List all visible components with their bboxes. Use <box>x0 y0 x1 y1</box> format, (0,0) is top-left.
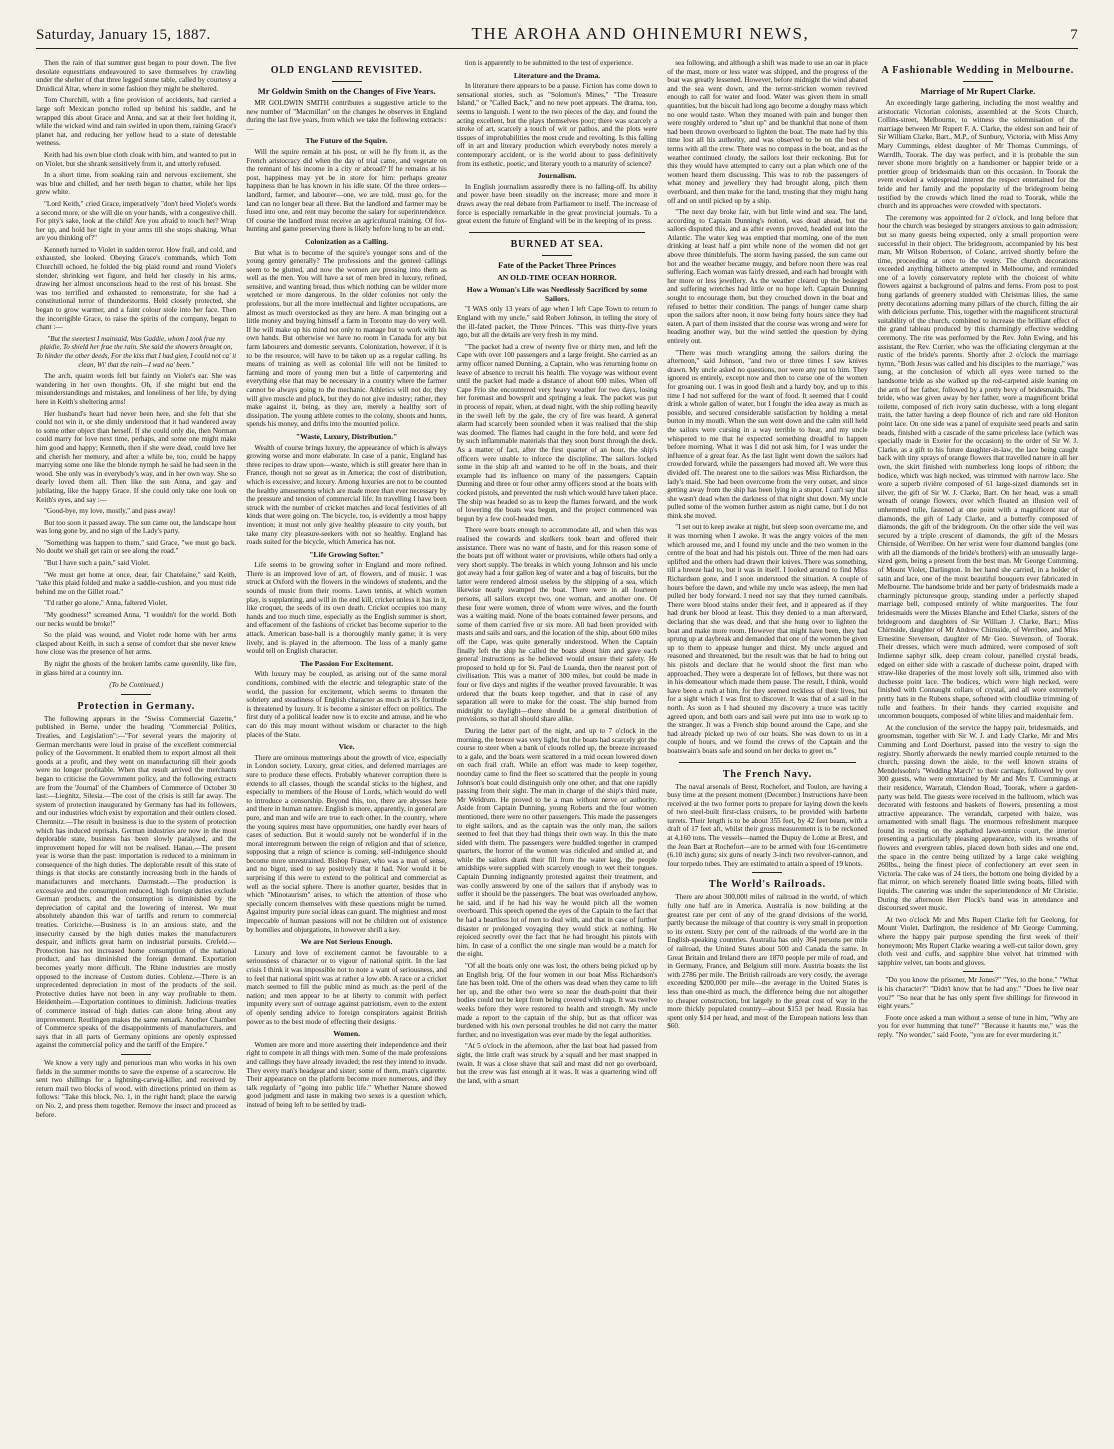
section-heading: "Life Growing Softer." <box>309 549 385 559</box>
column-3 <box>457 59 657 1441</box>
article-paragraph: "Of all the boats only one was lost, the others being picked up by an English brig. Of the four women in our boat Miss Richardson's fate has been told. One of the others was dead when they came to lift her up, and the other two were so near the death-point that their bodies could not be kept from being covered with rags. It was twelve weeks before they were restored to health and strength. My uncle made a report to the captain of the ship, but as that officer was burdened with his own personal troubles he did not carry the matter further, and no investigation was ever made by the legal authorities. <box>456 962 658 1039</box>
column-2 <box>246 59 446 1441</box>
article-paragraph: Luxury and love of excitement cannot be favourable to a seriousness of character or to vigour of national spirit. In the last crisis I think it was impossible not to note a want of seriousness, and to feel that national spirit was at rather a low ebb. A race or a cricket match seemed to fill the public mind as much as the peril of the nation; and men appear to be at liberty to commit with perfect impunity every sort of outrage against patriotism, even to the extent of openly sending advice to foreign conspirators against British power as to the best mode of effecting their designs. <box>246 948 447 1026</box>
article-paragraph: The following appears in the "Swiss Commercial Gazette," published in Berne, under the heading "Commercial Politics, Treaties, and Legislation":—"For several years the majority of German merchants were loud in praise of the excellent commercial policy of the Government. It enabled them to export almost all their goods at a profit, and they went on manufacturing till their goods were no longer profitable. When that result arrived the merchants began to criticise the Government policy, and the following extracts are from the 'Journal' of the Chambers of Commerce of October 30 last:—Liegnitz, Silesia.—The cost of the crisis is still far away. The system of protection inaugurated by Germany has had its followers, and our industries which exist by exportation and their outlets closed. Chemnitz.—The result in business is due to the system of protection which has induced reprisals. German industries are now in the most deplorable state, business has been slowly paralysed, and the improvement hoped for will not be realised. Hanau.—The present year is worse than the past: importation is reduced to a minimum in consequence of the high duties. The deplorable result of this state of things is that stocks are constantly increasing both in the hands of manufacturers and merchants. Darmstadt.—The production is excessive and the consumption reduced, high foreign duties exclude German products, and the consumption is diminished by the depreciation of capital and the lowering of interest. We must absolutely abandon this war of tariffs and return to commercial treaties. Coriciche.—Business is in an anxious state, and the insecurity caused by the high duties makes the manufacturers despair, and inflicts great harm on industrial pursuits. Crefeld.—Protection has not increased home consumption of the national product, and has diminished the foreign demand. Exportation becomes yearly more difficult. The Rhine industries are mostly opposed to the increase of Custom duties. Coblenz.—There is an unprecedented depreciation in most of the products of the soil. Protective duties have not been in any way profitable to them. Heidenheim.—Exportation continues to diminish. Judicious treaties of commerce instead of high duties can alone bring about any improvement. Reutlingen makes the same remark. Another Chamber of Commerce speaks of the disappointments of manufacturers, and says that in all parts of Germany opinions are openly expressed against the commercial policy and the tariff of the Empire." <box>36 714 237 1050</box>
article-paragraph: "The packet had a crew of twenty five or thirty men, and left the Cape with over 100 passengers and a large freight. She carried as an army officer named Dunning, a Captain, who was returning home on leave of absence to recruit his health. The voyage was without event until the packet had made a distance of about 600 miles. When off Cape Frio she encountered very heavy weather for two days, losing her foremast and bowsprit and springing a leak. The packet was put in process of repair, when, at dead night, with the ship rolling heavily in the swell left by the gale, the cry of fire was heard. A general alarm had scarcely been sounded when it was realised that the ship was doomed. The flames had caught in the fore hold, and were fed by such inflammable materials that they soon burst through the deck. As a matter of fact, after the first quarter of an hour, the ship's officers were unable to inforce the discipline. The sailors locked some in the ship aft and wanted to be off in the boats, and their example had its influence on many of the passengers. Captain Dunning and three or four other army officers stood at the boats with cocked pistols, and prevented the rush which would have taken place. The ship was headed so as to keep the flames forward, and the work of lowering the boats was begun, and the project commenced was begun by a few cool-headed men. <box>456 342 658 523</box>
divider <box>963 971 993 972</box>
masthead <box>36 24 1078 49</box>
article-paragraph: Will the squire remain at his post, or will he fly from it, as the French aristocracy did when the day of trial came, and vegetate on the remnant of his income in a city or abroad? If he remains at his post, happiness may yet be in store for him: perhaps greater happiness than he has known in his idle state. Of the three orders—landlord, farmer, and labourer—one, we are told, must go, for the land can no longer bear all three. But the landlord and farmer may be fused into one, and rent may become the salary for superintendence. Of course the landlord must receive an agricultural training. Of fox-hunting and game preserving there is likely before long to be an end. <box>246 147 447 234</box>
section-heading: Literature and the Drama. <box>513 70 601 80</box>
divider <box>332 81 362 82</box>
story-paragraph: But too soon it passed away. The sun came out, the landscape hour was long gone by, and no sign of the Lady's party. <box>36 518 237 536</box>
divider <box>469 232 645 233</box>
article-paragraph: "The next day broke fair, with but little wind and sea. The land, according to Captain Dunning's notion, was dead ahead, but the sailors disputed this, and as after events proved, headed out into the Atlantic. The water keg was emptied that morning, one of the men drinking at least half a pint while none of the women did not get above three thimblefuls. The storm having passed, the sun came out hot and the weather became muggy, and before noon there was real suffering. Each woman was fairly dressed, and each had brought with her more or less jewellery. As the weather cleared up the besieged and suffering wretches had little or no hope left. Captain Dunning sought to encourage them, but they crouched down in the boat and refused to better their condition. The pangs of hunger came sharp upon the sailors after noon, it now being forty hours since they had eaten. A part of them insisted that the course was wrong and were for heading another way, but the wind settled the question by dying entirely out. <box>667 208 868 345</box>
masthead-date: Saturday, January 15, 1887. <box>36 27 211 43</box>
story-paragraph: "Lord Keith," cried Grace, imperatively "don't heed Violet's words a second more, or she will die on your hands, with a congestive chill. For pity's sake, look at the child! Are you afraid to touch her? Wrap her up, and hold her tight in your arms till she stops shaking. What are you thinking of?" <box>36 199 237 243</box>
section-heading: The Future of the Squire. <box>305 136 388 146</box>
story-paragraph: Her husband's heart had never been here, and she felt that she could not win it, or she dimly understood that it had wandered away to some other object than herself. If she could only die, then Norman could marry for love next time, perhaps, and some one might make him good and happy; Kenneth, then if she were dead, could love her and cherish her memory, and after a while be, too, could be happy marrying some one like the blonde nymph he said he had seen in the wood. She only was in everybody's way, and in her own way. She so dearly loved them all. Then like the sun Anna, and gay and jubilating, like the happy Grace. If she could only take one look on Keith's eyes, and say :— <box>36 409 237 504</box>
section-heading: Vice. <box>338 742 355 752</box>
article-paragraph: Women are more and more asserting their independence and their right to compete in all things with men. Some of the male professions and callings they have already invaded; the rest they intend to invade. They every man's headgear and sister; some of them, man's cigarette. Their appearance on the platform become more numerous, and they talk regularly of "going into public life." Whether Nature showed good judgment and taste in making two sexes is a question which, instead of being left to be settled by tradi- <box>246 1040 447 1109</box>
section-heading: Colonization as a Calling. <box>305 236 389 246</box>
article-paragraph: In English journalism assuredly there is no falling-off. Its ability and power have been steadily on the increase; more and more it draws away the real debate from Parliament to itself. The increase of force is especially remarkable in the great provincial journals. To a great extent the future of England will be in the keeping of its press. <box>456 182 658 226</box>
article-paragraph: In literature there appears to be a pause. Fiction has come down to sensational stories, such as "Solomon's Mines," "The Treasure Island," or "Called Back," and no new poet appears. The drama, too, seems to languish. I went to the two pieces of the day, and found the acting excellent, but the plays themselves poor; there was scarcely a stroke of art, scarcely a touch of wit or pathos, and the plots were tissues of improbabilities the most crude and revolting. Is this falling off in art and literary production which everybody notes merely a contemporary accident, or is the world about to pass definitively from its esthetic, poetic, and literary youth to a maturity of science? <box>456 82 658 168</box>
column-4 <box>667 59 867 1441</box>
story-paragraph: "But I have such a pain," said Violet. <box>44 559 151 568</box>
page-number: 7 <box>1070 27 1078 43</box>
story-paragraph: "Something was happen to them," said Grace, "we must go back. No doubt we shall get rain or see along the road." <box>36 538 237 556</box>
headline-burned-at-sea: BURNED AT SEA. <box>510 238 604 250</box>
story-paragraph: "I'd rather go alone," Anna, faltered Violet. <box>44 599 168 608</box>
article-paragraph: We know a very ugly and penurious man who works in his own fields in the summer months to save the expense of a scarecrow. He sent two shillings for a lightning-carwig-killer, and received by return mail two blocks of wood, with directions printed on them as follows: "Take this block, No. 1, in the right hand; place the earwig on No. 2, and press them together. Remove the insect and proceed as before. <box>36 1058 237 1119</box>
section-heading: How a Woman's Life was Needlessly Sacrificed by some Sailors. <box>466 285 648 303</box>
article-paragraph: There are about 300,000 miles of railroad in the world, of which fully one half are in America. Australia is now building at the greatest rate per cent of any of the grand divisions of the world, partly because the mileage of that country is very small in proportion to its extent. Sixty per cent of the railroads of the world are in the English-speaking countries. Australia has only 364 persons per mile of railroad, the United States about 500 and Canada the same. In Great Britain and Ireland there are 1870 people per mile of road, and in Germany, France, and Belgium still more. Austria boasts the list with 2786 per mile. The British railroads are very costly, the average exceeding $200,000 per mile—the average in the United States is less than one-third as much, the difference being due not altogether to cheaper construction, but largely to the great cost of way in the more thickly populated country—about $153 per head. Russia has spent only $14 per head, and most of the European nations less than $60. <box>667 893 868 1031</box>
section-heading: We are Not Serious Enough. <box>300 937 393 947</box>
divider <box>542 255 572 256</box>
article-paragraph: "Do you know the prisoner, Mr Jones?" "Yes, to the bone." "What is his character?" "Didn't know that he had any." "Does he live near you?" "So near that he has only spent five shillings for firewood in eight years." <box>877 976 1079 1011</box>
article-paragraph: There are ominous mutterings about the growth of vice, especially in London society. Luxury, great cities, and deferred marriages are sure to produce these effects. Probably whatever corruption there is extends to all classes, though the scandal sticks to the highest, and especially to members of the House of Lords, which would do well to introduce a censorship. Beyond this, too, there are abysses here and there in human nature. English is more, apparently, in general are pure, and man and wife are true to each other. In the country, where the young squires must have opportunities, one hardly ever hears of cases of seduction. But it would surely not be wonderful if in the moral interregnum between the reign of religion and that of science, supposing that a reign of science is coming, self-indulgence should become more unrestrained. Bishop Fraser, who was a man of sense, and no bigot, used to say positively that it had. Nor would it be surprising if this were to extend to the political and commercial as well as the social sphere. There is another quarter, besides that in which "Minotaurism" arises, to which the attention of those who specially concern themselves with these questions might be turned. Against impurity pure social ideas can guard. The mightiest and most impeccable of human passions will not be children out of existence by homilies and objurgations, in however shrill a key. <box>246 753 447 934</box>
article-paragraph: There were boats enough to accommodate all, and when this was realised the cowards and skulkers took heart and offered their assistance. There was no want of haste, and for this reason some of the boats put off without water or provisions, while others had only a very short supply. The breaks in which young Johnson and his uncle got away had a four gallon keg of water and a bag of biscuits, but the latter were rendered almost useless by the shipping of a sea, which likewise nearly swamped the boat. There were in all fourteen persons, all sailors except two, one woman, and another one. Of these four were women, three of whom were wives, and the fourth was a waiting maid. None of the boats contained fewer persons, and some of them carried five or six more. All had been provided with masts and sails and oars, and the location of the ship, about 600 miles off the Cape, was quite generally understood. When the Captain finally left the ship he called the boats about him and gave each general instructions as he believed would ensure their safety. He proposed to hold up for St. Paul de Loanda, then the nearest port of civilisation. This was a matter of 300 miles, but could be made in four or five days and nights if the weather proved favourable. It was ordered that the boats keep together, and that in case of any separation all were to make for the coast. The ship burned from midnight to daylight—there should be a general distribution of provisions, so that all should share alike. <box>456 526 658 724</box>
article-paragraph: But what is to become of the squire's younger sons and of the young gentry generally? The professions and the genteel callings seem to be glutted, and now the women are pressing into them as well as the men. You will have a set of men bred in luxury, refined, sensitive, and wanting bread, thus which nothing can be wilder more wretched or more dangerous. In the older colonies not only the professions, but all the more intellectual and lighter occupations, are almost as much overstocked as they are here. A man bringing out a little money and buying himself a farm in Toronto may do very well. If he will make up his mind not only to manage but to work with his own hands. But otherwise we have no room in Canada for any but farm labourers and domestic servants. Colonization, however, if it is to be the resource, will have to be taken up as a regular calling. Its means of training as well as colonial life will not be limited to farming and more of young men but a little of carpentering and everything else that may be necessary in a country where the farmer cannot be always going to the mechanic. Athletics will not do; they will give muscle and pluck, but they do not give industry; rather, they make against it, being, as they are, merely a healthy sort of dissipation. The young athlete comes to the colony, shoots and hunts, spends his money, and drifts into the mounted police. <box>246 248 447 429</box>
article-paragraph: "I set out to keep awake at night, but sleep soon overcame me, and it was morning when I awoke. It was the angry voices of the men which aroused me, and I found my uncle and the two women in the centre of the boat and had his pistols out. Three of the men had oars uplifted and the others had drawn their knives. There was something, till a breeze had to, but it was in itself. I looked around to find Miss Richardson gone, and I soon understood the situation. A couple of hours before the dawn, and while my uncle was asleep, the men had pulled her body forward. I need not say that they turned cannibals. There were blood stains under their feet, and it appeared as if they had drunk her blood at least. This they denied to a man afterward, declaring that she was dead, and that she hung over to lighten the boat and make more room. However that might have been, they had sprung up at daybreak and demanded that one of the women be given up to them to appease hunger and thirst. My uncle argued and reasoned and threatened, but the result was that he had to bring out his pistols and declare that he would shoot the first man who approached. They were a desperate lot of fellows, but there was not in his demeanour which made them pause. The result, I think, would have been a rush at him, for they seemed reckless of their lives, but for a sight which I was first to discover. It was that of a sail in the north. As soon as I had shouted my discovery a truce was tacitly agreed upon, and both oars and sail were put into use to work up to the stranger. It was a French ship bound around the Cape, and she had already picked up two of our boats. She was down to us in a couple of hours, and we found the crews of the Captain and the boatswain's boats safe and sound on her decks to greet us." <box>667 523 868 755</box>
article-paragraph: At two o'clock Mr and Mrs Rupert Clarke left for Geelong, for Mount Violet, Darlington, the residence of Mr George Cumming, where the happy pair purpose spending the first week of their honeymoon; Mrs Rupert Clarke wearing a well-cut tailor down, grey cloth vest and cuffs, and sapphire blue velvet hat trimmed with sapphire velvet, tan boots and gloves. <box>877 915 1079 967</box>
masthead-title: THE AROHA AND OHINEMURI NEWS, <box>471 24 810 43</box>
column-5 <box>878 59 1078 1441</box>
divider <box>679 762 855 763</box>
article-paragraph: Wealth of course brings luxury, the appearance of which is always growing worse and more elaborate. In case of a panic, England has three recipes to draw upon—waste, which is still greater here than in France, though not so great as in America; the cost of distribution, which is excessive; and luxury. Among luxuries are not to be counted the healthy amusements which are made more than ever necessary by the pressure and tension of commercial life. In travelling I have been struck with the number of cricket matches and local festivities of all kinds that were going on. The bicycle, too, is evidently a most happy invention; it must not only give healthy pleasure to city youth, but take many city pleasure-seekers with not so healthy. England has roads suited for the bicycle, which America has not. <box>246 443 447 547</box>
story-paragraph: "Good-bye, my love, mostly," and pass away! <box>44 507 176 516</box>
article-paragraph: The naval arsenals of Brest, Rochefort, and Toulon, are having a busy time at the present moment (December.) Instructions have been received at the two former ports to prepare for laying down the keels of two steel-built first-class cruisers, to be provided with barbette turrets. Their length is to be about 355 feet, by 42 feet beam, with a draft of 17 feet aft, whilst their gross measurement is to be reckoned at 4,160 tons. The vessels—named the Dupuy de Lome at Brest, and the Jean Bart at Rochefort—are to be armed with four 16-centimetre (6.10 inch) guns; six guns of nearly 3-inch two revolver-cannon, and four torpedo tubes. They are estimated to attain a speed of 19 knots. <box>667 782 868 868</box>
article-paragraph: During the latter part of the night, and up to 7 o'clock in the morning, the breeze was very light, but the boats had scarcely got the course to steer when a bank of clouds rolled up, the breeze increased to a gale, and the boats were scattered in a mid ocean lowered down on each frail craft. While an effort was made to keep together, noonday came to find the fleet so scattered that the people in young Johnson's boat could distinguish only one other, and that one rapidly passing from their sight. The man in charge of the ship's third mate, Mr Weldrum. He proved to be a man without nerve or authority. Aside from Captain Dunning, young Roberts and the four women mentioned, there were no other passengers. This made the passengers to eight sailors, and as the captain was the only man, the sailors seemed to feel that they had things their own way. In this the mate sided with them. The passengers were huddled together in cramped quarters, the horror of the women was ridiculed and smiled at, and while the sailors drank their fill from the water keg, the people amidships were supplied with scarcely enough to wet their tongues. Captain Dunning indignantly protested against their treatment, and was coolly answered by one of the sailors that if anybody was to suffer it should be the passengers. The boat was overloaded anyhow, he said, and if he had his way he would pitch all the women overboard. This speech opened the eyes of the Captain to the fact that he had a heartless lot of men to deal with, and that in case of further disaster or prolonged voyaging they would stick at nothing. He rejoiced secretly over the fact that he had brought his pistols with him. In case of a conflict the one single man would be a match for the eight. <box>456 726 658 959</box>
article-paragraph: The ceremony was appointed for 2 o'clock, and long before that hour the church was besieged by strangers anxious to gain admission; but so many guests being expected, only a small proportion were successful in their object. The bridegroom, accompanied by his best man, Mr Wilson Robertson, of Colanc, arrived shortly before the time, proceeding at once to the vestry. The church decorations exceeded anything hitherto attempted in Melbourne, and reminded one of a lovely conservatory replete with the choicest of white flowers against a background of palms and ferns. From post to post hung garlands of greenery studded with Christmas lilies, the same pretty decorations adorning many pillars of the church, filling the air with delicious perfume. This, together with the magnificent structural suitability of the church, combined to increase the brilliant effect of the grand tableau produced by this charmingly effective wedding ceremony. The rite was performed by the Rev. John Ewing, and his assistant, the Rev. Currier, who was the officiating clergyman at the rustic of the bride's parents. Shortly after 2 o'clock the marriage hymn, "Both Jesus was called and his disciples to the marriage," was sung, at the conclusion of which all eyes were turned to the handsome bride as she walked up the red-carpeted aisle leaning on the arm of her father, followed by a pretty bevy of bridesmaids. The bride, who was given away by her father, wore a magnificent bridal toilette, composed of rich ivory satin duchesse, with a long elegant train, the latter having a deep flounce of rich and rare old Honiton point lace. On one side was a panel of exquisite seed pearls and satin beads, finished with a cascade of the same priceless lace (which was specially made in Exeter for the occasion) to the order of Sir W. J. Clarke, as a gift to his future daughter-in-law, the lace being caught back with tiny sprays of orange flowers that travelled nature in all her own, the skirt finished with numberless long loops of ribbon; the bodice, which was high necked, was trimmed with narrow lace. She wore a superb rivière composed of 61 large-sized diamonds set in silver, the gift of Sir W. J. Clarke, Bart. On her head, was a small wreath of orange flowers, over which floated an illusion veil of unhemmed tulle, fastened at one point with a magnificent star of diamonds, the gift of Lady Clarke, and a butterfly composed of diamonds, the gift of the bridegroom. On the other side the veil was secured by a triple crescent of diamonds, the gift of the Messrs Chirnside, of Werribee. On her wrist were four diamond bangles (one with all the diamonds of the bride's brothers) with an unusually large-sized gem, being a present from the best man. Mr George Cumming, of Mount Violet, Darlington. In her hand she carried, in a holder of satin and lace, one of the most beautiful bouquets ever fabricated in Melbourne. The handsome bride and her party of bridesmaids made a charmingly picturesque group, standing under a perfectly shaped marriage bell, composed entirely of white marguerites. The four bridesmaids were the Misses Blanche and Ethel Clarke, sisters of the bridegroom and daughters of Sir William J. Clarke, Bart.; Miss Chirnside, daughter of Mr Andrew Chirnside, of Werribee, and Miss Ernestine Stevenson, daughter of Mr Geo. Stevenson, of Toorak. Their dresses, which were much admired, were composed of soft Indienne saphyr silk, deep cream colour, panelled crystal beads, edged on either side with a cascade of duchesse point, draped with straw-like draperies of the most lovely soft silk, trimmed also with duchesse point lace. The bodices, which were high necked, were finished with Connaught collars of crystal, and all wore extremely pretty hats in the Rubens shape, softened with cloudlike trimming of tulle and feathers. In their hands they carried exquisite and uncommon bouquets, composed of white lilies and maidenhair fern. <box>877 213 1079 721</box>
headline-worlds-railroads: The World's Railroads. <box>708 879 826 891</box>
headline-protection-germany: Protection in Germany. <box>77 700 196 712</box>
article-paragraph: MR GOLDWIN SMITH contributes a suggestive article to the new number of "Macmillan" on the changes he observes in England during the last five years, from which we take the following extracts :— <box>246 99 447 133</box>
article-paragraph: "At 5 o'clock in the afternoon, after the last boat had passed from sight, the little craft was struck by a squall and her mast snapped in twain. It was a close shave that sail and mast did not go overboard, but the crew was fast enough at it was. It was a quartering wind off the land, with a smart <box>456 1042 658 1085</box>
story-paragraph: In a short time, from soaking rain and nervous excitement, she was blue and chilled, and her teeth began to chatter, while her lips grew white. <box>36 171 237 197</box>
column-1 <box>36 59 236 1441</box>
article-paragraph: tion is apparently to be submitted to the test of experience. <box>464 59 634 67</box>
story-paragraph: Kenneth turned to Violet in sudden terror. How frail, and cold, and exhausted, she looked. Obeying Grace's commands, which Tom Churchill echoed, he folded the big plaid round and round Violet's slender, shrinking wet figure, and held her closely in his arms, drawing her almost unconscious head to the rest of his breast. She was too terrified and exhausted to remonstrate, for she had a constitutional terror of thunderstorms. Held closely protected, she began to grow warmer, and a faint colour stole into her face. Then the incorrigible Grace, to raise the spirits of the company, began to chant :— <box>36 245 237 332</box>
article-paragraph: "There was much wrangling among the sailors during the afternoon," said Johnson, "and two or three times I saw knives drawn. My uncle asked no questions, nor were any put to him. They ignored us entirely, except now and then to curse one of the women for groaning out. I was in good flesh and a hardy boy, and up to this time I had not suffered for the want of food. It seemed that I could drink a whole gallon of water, but I fought the idea away as much as possible, and secured considerable satisfaction by holding a metal button in my mouth. When the sun went down and the calm still held the sailors were cursing in a way terrible to hear, and my uncle whispered to me that he expected something dreadful to happen before morning. What it was I did not ask him, for I was under the influence of a great fear. As the last light went down the sailors had crowded forward, while the passengers had moved aft. We were thus divided off. The nearest one to the sailors was Miss Richardson, the lady's maid. She had been overcome from the very outset, and since getting away from the ship has been lying in a stupor. I can't say that she wasn't dead when the darkness of that night shut down. My uncle pulled some of the women further astern as night came, but I do not think she moved. <box>667 348 868 520</box>
story-paragraph: "We must get home at once, dear, fair Chatelaine," said Keith, "take this plaid folded and make a saddle-cushion, and you must ride behind me on the Gillet road." <box>36 570 237 596</box>
divider <box>121 1054 151 1055</box>
article-paragraph: At the conclusion of the service the happy pair, bridesmaids, and groomsman, together with Sir W. J. and Lady Clarke, Mr and Mrs Cumming and Lord Doerhurst, passed into the vestry to sign the registry. Shortly afterwards the newly married couple returned to the church, passing down the aisle, to the well known strains of Mendelssohn's "Wedding March" to their carriage, followed by over 300 guests, who were entertained by Mr and Mrs T. Cummings at their residence, Warratah, Clendon Road, Toorak, where a garden-party was held. The guests were received in the ballroom, which was decorated with festoons and baskets of flowers, presenting a most attractive appearance. The verandah, carpeted with baize, was ornamented with small flags. The enormous refreshment marquee found its resting on the asphalted lawn-tennis court, the interior presenting a particularly pleasing appearance, with its wreaths of flowers and evergreen tables, placed down both sides and one end, the space in the centre being utilized by a large cake weighing 260lbs., being the finest piece of confectionery art ever seen in Victoria. The cake was of 24 tiers, the bottom one being divided by a flat mirror, on which serenely floated little swing boats, filled with liquids. The catering was under the superintendence of Mr Christie. During the afternoon Herr Plock's band was in attendance and discoursed sweet music. <box>877 723 1079 913</box>
subhead-three-princes: Fate of the Packet Three Princes <box>498 259 616 270</box>
section-heading: AN OLD-TIME OCEAN HORROR. <box>497 272 617 282</box>
divider <box>963 81 993 82</box>
story-verse: "But the sweetest I mainsaid, Was Gaddie, whom I took frae my plaidie, To shield her frae the rain. She said the showers brought on, To hinder the other deeds, For the kiss that I had gien, I could not ca' it clean, Wi' that the rain—I wad na' been." <box>36 334 237 369</box>
article-paragraph: sea following, and although a shift was made to use an oar in place of the mast, more or less water was shipped, and the progress of the boat was greatly lessened. However, before midnight the wind abated and the sea went down, and the terror-stricken women revived enough to call for water and food. Water was given them in small quantities, but the biscuit had long ago become a doughy mass which no one would taste. When they moaned with pain and hunger then were roughly ordered to "shut up" and be thankful that none of them had been thrown overboard to lighten the boat. The mate had by this time lost all his authority, and was observed to be on the best of terms with all the crew. There was no compass in the boat, and as the weather continued cloudy, the sailors lost their reckoning. But for this they would have attempted to carry out a plan which one of the women heard them discussing. This was to rob the passengers of what money and jewellery they had brought along, pitch them overboard, and then make for the land, trusting that they might hang off and on until picked up by a ship. <box>667 59 868 205</box>
article-paragraph: With luxury may be coupled, as arising out of the same moral conditions, combined with the electric and telegraphic state of the world, the passion for excitement, which seems to threaten the sobriety and steadiness of English character as much as it's fortitude is threatened by luxury. It is become a sinister effect on politics. The first duty of a political leader now is to excite and amuse, and he who can do this may mount without wisdom or character to the high places of the State. <box>246 670 447 739</box>
story-paragraph: The arch, quaint words fell but faintly on Violet's ear. She was wandering in her own thoughts. Oh, if she might but end the misunderstandings and mistakes, and loneliness of her life, by dying here in Keith's sheltering arms! <box>36 372 237 406</box>
article-paragraph: Life seems to be growing softer in England and more refined. There is an improved love of art, of flowers, and of music. I was struck at Oxford with the flowers in the windows of students, and the sounds of music from their rooms. Lawn tennis, at which women play, is supplanting, and will in the end kill, cricket unless it has in it, like croquet, the seeds of its own death. Cricket occupies too many hands and too much time, especially as the English summer is short, and effacement of the fashions of cricket has become superior to the attack. American base-ball is a thoroughly manly game; it is very lively, and is played in the afternoon. The loss of a manly game would tell on English character. <box>246 561 447 656</box>
story-paragraph: Keith had his own blue cloth cloak with him, and wanted to put in on Violet, but she shrank sensitively from it, and utterly refused. <box>36 150 237 168</box>
story-paragraph: Then the rain of that summer gust began to pour down. The five desolate equestrians endeavoured to save themselves by crawling under the shelter of that three legged stone table, called by courtesy a Druidical Altar, where in some fashion they might be sheltered. <box>36 59 237 93</box>
headline-french-navy: The French Navy. <box>722 768 812 780</box>
article-paragraph: Foote once asked a man without a sense of tune in him, "Why are you for ever humming that tune?" "Because it haunts me," was the reply. "No wonder," said Foote, "you are for ever murdering it." <box>877 1013 1079 1039</box>
article-paragraph: An exceedingly large gathering, including the most wealthy and aristocratic Victorian colonists, assembled at the Scots Church, Collins-street, Melbourne, to witness the solemnisation of the marriage between Mr Rupert F. A. Clarke, the eldest son and heir of Sir William Clarke, Bart., M.P., of Sunbury, Victoria, with Miss Amy Mary Cummings, eldest daughter of Mr Thomas Cummings, of Warrdlh, Toorak. The day was perfect, and it is probable the sun never shone more brightly on a handsomer or happier bride or a prettier group of bridesmaids than on this occasion. In Toorak the event evoked a widespread interest the respect entertained for the bride and her family and the popularity of the bridegroom being testified by the crowds which lined the road to Toorak, while the church and its approaches were crowded with spectators. <box>877 99 1079 211</box>
subhead-rupert-clarke: Marriage of Mr Rupert Clarke. <box>920 86 1036 96</box>
divider <box>752 872 782 873</box>
story-paragraph: Tom Churchill, with a fine provision of accidents, had carried a large soft Mexican poncho rolled up behind his saddle, and he wrapped this about Grace and Anna, and sat at their feet holding it, while the wicked wind and rain swirled in upon them, raining Grace's planet hat, and reducing her yellow head to a state of detestable wetness. <box>36 96 237 148</box>
section-heading: "Waste, Luxury, Distribution." <box>295 431 398 441</box>
columns <box>36 59 1078 1441</box>
story-paragraph: "My goodness!" screamed Anna, "I wouldn't for the world. Both our necks would be broke!" <box>36 611 237 628</box>
story-paragraph: So the plaid was wound, and Violet rode home with her arms clasped about Keith, in such a sense of comfort that she never knew how close was the presence of her arms. <box>36 631 237 657</box>
section-heading: The Passion For Excitement. <box>300 658 394 668</box>
story-paragraph: By night the ghosts of the broken lambs came queenlily, like fire, in glass hired at a country inn. <box>36 660 237 677</box>
article-paragraph: "I WAS only 13 years of age when I left Cape Town to return to England with my uncle," said Robert Johnson, in telling the story of the ill-fated packet, the Three Princes. "This was thirty-five years ago, but all the details are very fresh in my mind. <box>456 305 658 340</box>
to-be-continued: (To be Continued.) <box>109 681 164 690</box>
headline-melbourne-wedding: A Fashionable Wedding in Melbourne. <box>881 65 1075 76</box>
subhead-goldwin-smith: Mr Goldwin Smith on the Changes of Five Years. <box>257 86 436 96</box>
headline-old-england: OLD ENGLAND REVISITED. <box>270 65 423 76</box>
divider <box>121 694 151 695</box>
section-heading: Journalism. <box>537 171 577 181</box>
section-heading: Women. <box>333 1029 360 1039</box>
